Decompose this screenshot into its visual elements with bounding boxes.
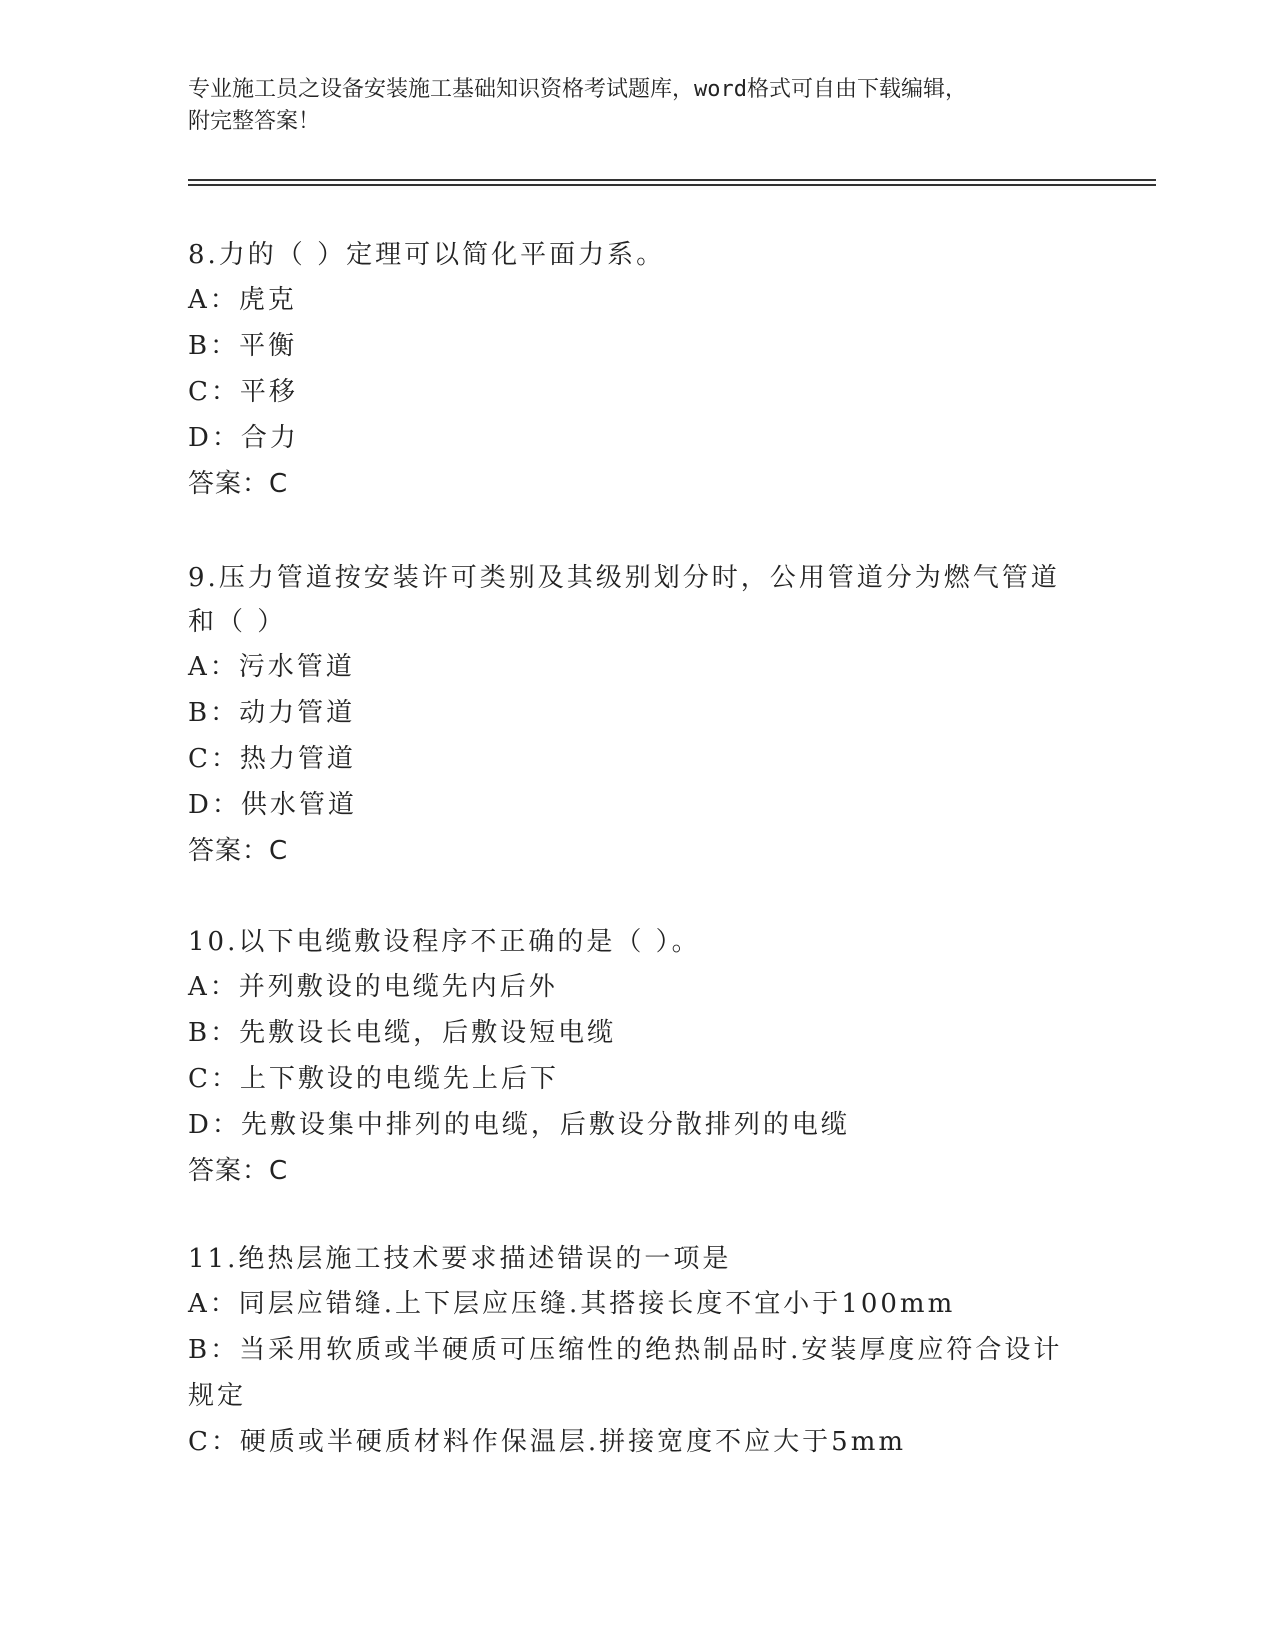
question-11 xyxy=(188,1237,1068,1465)
option-d: D：先敷设集中排列的电缆，后敷设分散排列的电缆 xyxy=(188,1110,850,1140)
header-line-2: 附完整答案！ xyxy=(188,109,321,134)
option-b: B：平衡 xyxy=(188,331,298,361)
question-stem: 9.压力管道按安装许可类别及其级别划分时，公用管道分为燃气管道和（ ） xyxy=(188,563,1060,637)
option-a: A：同层应错缝.上下层应压缝.其搭接长度不宜小于100mm xyxy=(188,1289,956,1319)
question-10 xyxy=(188,920,1068,1194)
option-b: B：先敷设长电缆，后敷设短电缆 xyxy=(188,1018,617,1048)
option-d: D：供水管道 xyxy=(188,790,357,820)
option-b: B：动力管道 xyxy=(188,698,356,728)
header-divider-bottom xyxy=(188,184,1156,186)
option-a: A：并列敷设的电缆先内后外 xyxy=(188,972,558,1002)
question-8 xyxy=(188,233,1068,507)
option-c: C：上下敷设的电缆先上后下 xyxy=(188,1064,559,1094)
header-divider-top xyxy=(188,179,1156,181)
option-c: C：热力管道 xyxy=(188,744,356,774)
question-stem: 10.以下电缆敷设程序不正确的是（ ）。 xyxy=(188,927,701,957)
answer: 答案：C xyxy=(188,469,289,499)
document-header xyxy=(188,74,1068,138)
answer: 答案：C xyxy=(188,1156,289,1186)
header-line-1: 专业施工员之设备安装施工基础知识资格考试题库，word格式可自由下载编辑， xyxy=(188,77,967,102)
option-a: A：虎克 xyxy=(188,285,297,315)
option-b: B：当采用软质或半硬质可压缩性的绝热制品时.安装厚度应符合设计规定 xyxy=(188,1335,1063,1411)
question-stem: 8.力的（ ）定理可以简化平面力系。 xyxy=(188,240,666,270)
option-c: C：硬质或半硬质材料作保温层.拼接宽度不应大于5mm xyxy=(188,1427,907,1457)
question-stem: 11.绝热层施工技术要求描述错误的一项是 xyxy=(188,1244,732,1274)
option-c: C：平移 xyxy=(188,377,298,407)
option-a: A：污水管道 xyxy=(188,652,355,682)
answer: 答案：C xyxy=(188,836,289,866)
question-9 xyxy=(188,556,1068,874)
option-d: D：合力 xyxy=(188,423,299,453)
